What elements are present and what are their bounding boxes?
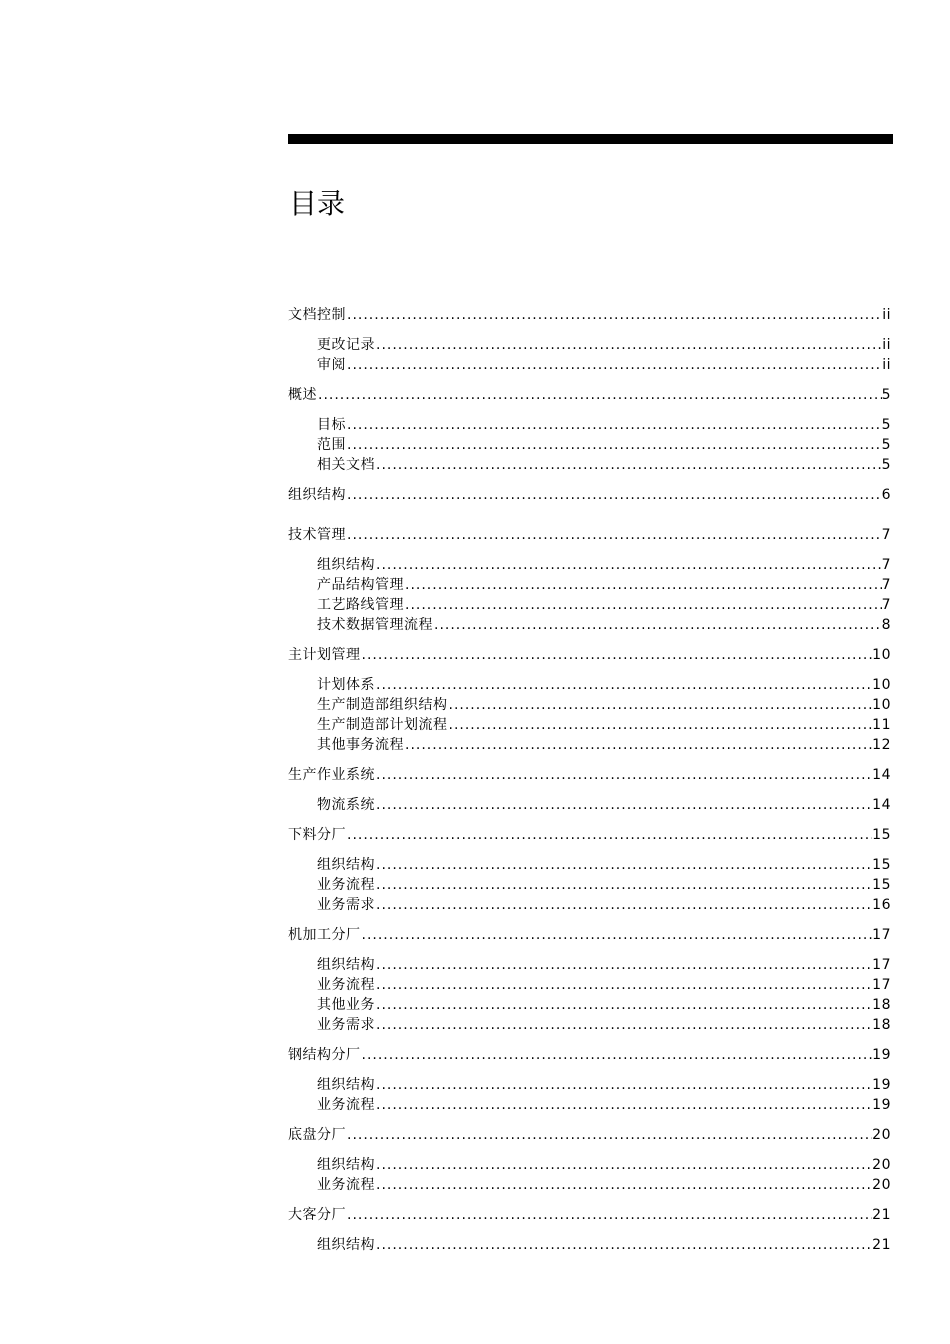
toc-entry-page-number: 10 [872,697,891,713]
toc-entry-page-number: 10 [872,677,891,693]
toc-entry-page-number: 6 [881,487,891,503]
toc-dot-leader [346,435,882,455]
toc-entry-page-number: 7 [881,597,891,613]
toc-entry[interactable] [288,615,891,635]
toc-entry-page-number: 19 [872,1047,891,1063]
toc-entry-page-number: 7 [881,557,891,573]
toc-dot-leader [404,595,882,615]
toc-entry[interactable] [288,645,891,665]
toc-entry-label: 生产制造部组织结构 [317,697,448,713]
toc-entry[interactable] [288,765,891,785]
toc-entry[interactable] [288,595,891,615]
toc-entry[interactable] [288,485,891,505]
toc-entry-label: 钢结构分厂 [288,1047,361,1063]
toc-entry-page-number: 5 [881,387,891,403]
toc-entry-page-number: 5 [881,457,891,473]
toc-entry-page-number: 20 [872,1127,891,1143]
toc-entry[interactable] [288,955,891,975]
toc-dot-leader [375,895,872,915]
toc-dot-leader [375,1015,872,1035]
toc-entry-label: 其他业务 [317,997,375,1013]
toc-entry-label: 业务流程 [317,1097,375,1113]
toc-dot-leader [346,1125,872,1145]
toc-entry-label: 范围 [317,437,346,453]
table-of-contents [288,305,891,1255]
toc-entry-label: 目标 [317,417,346,433]
toc-entry-label: 主计划管理 [288,647,361,663]
toc-entry-page-number: 11 [872,717,891,733]
toc-dot-leader [404,575,882,595]
toc-entry[interactable] [288,1205,891,1225]
toc-entry-label: 组织结构 [317,957,375,973]
toc-entry[interactable] [288,795,891,815]
toc-entry-label: 工艺路线管理 [317,597,404,613]
toc-entry-page-number: 16 [872,897,891,913]
toc-entry-label: 技术管理 [288,527,346,543]
toc-entry[interactable] [288,385,891,405]
toc-entry-page-number: 10 [872,647,891,663]
toc-entry-label: 生产制造部计划流程 [317,717,448,733]
toc-entry-page-number: 20 [872,1157,891,1173]
toc-dot-leader [346,825,872,845]
toc-dot-leader [375,795,872,815]
toc-dot-leader [375,765,872,785]
toc-entry-label: 审阅 [317,357,346,373]
toc-entry[interactable] [288,1235,891,1255]
toc-entry[interactable] [288,975,891,995]
toc-dot-leader [375,555,882,575]
toc-entry-page-number: 15 [872,857,891,873]
toc-entry[interactable] [288,1075,891,1095]
toc-entry-page-number: ii [882,357,891,373]
toc-entry[interactable] [288,715,891,735]
toc-entry-label: 业务流程 [317,977,375,993]
toc-entry-label: 业务需求 [317,897,375,913]
toc-entry[interactable] [288,995,891,1015]
toc-entry[interactable] [288,735,891,755]
toc-entry-label: 大客分厂 [288,1207,346,1223]
toc-entry[interactable] [288,435,891,455]
toc-dot-leader [317,385,882,405]
toc-entry-label: 业务流程 [317,877,375,893]
toc-entry[interactable] [288,305,891,325]
toc-entry[interactable] [288,675,891,695]
toc-dot-leader [375,1095,872,1115]
toc-entry[interactable] [288,1155,891,1175]
toc-dot-leader [375,955,872,975]
toc-dot-leader [375,875,872,895]
toc-entry-page-number: ii [882,307,891,323]
toc-entry-page-number: 19 [872,1077,891,1093]
toc-entry-label: 组织结构 [317,1077,375,1093]
toc-entry-label: 下料分厂 [288,827,346,843]
toc-entry-label: 技术数据管理流程 [317,617,433,633]
toc-dot-leader [361,645,873,665]
toc-dot-leader [375,1175,872,1195]
toc-entry-label: 文档控制 [288,307,346,323]
toc-dot-leader [346,305,882,325]
toc-entry[interactable] [288,1095,891,1115]
toc-entry[interactable] [288,1015,891,1035]
toc-dot-leader [375,455,882,475]
toc-entry-page-number: 21 [872,1207,891,1223]
toc-entry[interactable] [288,555,891,575]
toc-entry-label: 物流系统 [317,797,375,813]
toc-dot-leader [375,975,872,995]
toc-entry-page-number: 19 [872,1097,891,1113]
toc-entry[interactable] [288,825,891,845]
toc-entry-page-number: 17 [872,977,891,993]
toc-entry-label: 更改记录 [317,337,375,353]
title-rule [288,134,893,144]
toc-entry-page-number: 8 [881,617,891,633]
toc-entry-page-number: 18 [872,1017,891,1033]
toc-entry-page-number: 21 [872,1237,891,1253]
toc-dot-leader [375,1235,872,1255]
toc-entry[interactable] [288,415,891,435]
toc-dot-leader [361,925,873,945]
toc-entry-label: 机加工分厂 [288,927,361,943]
toc-entry-label: 底盘分厂 [288,1127,346,1143]
toc-entry[interactable] [288,855,891,875]
toc-entry-page-number: 17 [872,927,891,943]
toc-dot-leader [346,355,882,375]
toc-dot-leader [404,735,872,755]
toc-dot-leader [448,715,873,735]
toc-entry-page-number: 15 [872,827,891,843]
toc-dot-leader [448,695,873,715]
toc-entry-page-number: 14 [872,797,891,813]
toc-dot-leader [375,995,872,1015]
toc-dot-leader [346,415,882,435]
toc-entry[interactable] [288,1125,891,1145]
toc-entry-label: 组织结构 [317,557,375,573]
toc-entry-page-number: 5 [881,417,891,433]
toc-entry-label: 概述 [288,387,317,403]
toc-entry-page-number: 18 [872,997,891,1013]
toc-entry[interactable] [288,875,891,895]
toc-entry[interactable] [288,895,891,915]
toc-entry-label: 业务需求 [317,1017,375,1033]
toc-dot-leader [375,1155,872,1175]
toc-dot-leader [346,525,882,545]
toc-dot-leader [346,485,882,505]
toc-entry[interactable] [288,925,891,945]
toc-entry[interactable] [288,1175,891,1195]
toc-entry[interactable] [288,1045,891,1065]
toc-entry-page-number: 15 [872,877,891,893]
toc-entry[interactable] [288,525,891,545]
toc-dot-leader [346,1205,872,1225]
toc-entry-label: 组织结构 [317,1237,375,1253]
toc-entry-label: 其他事务流程 [317,737,404,753]
toc-dot-leader [375,335,882,355]
toc-dot-leader [433,615,882,635]
toc-entry[interactable] [288,455,891,475]
toc-entry-page-number: 17 [872,957,891,973]
toc-entry-page-number: 12 [872,737,891,753]
toc-entry-page-number: 7 [881,527,891,543]
toc-dot-leader [375,1075,872,1095]
toc-entry-label: 组织结构 [288,487,346,503]
toc-entry-label: 业务流程 [317,1177,375,1193]
toc-entry-label: 计划体系 [317,677,375,693]
toc-entry-label: 组织结构 [317,857,375,873]
toc-entry-label: 组织结构 [317,1157,375,1173]
toc-heading: 目录 [289,187,346,220]
toc-entry-page-number: 14 [872,767,891,783]
toc-dot-leader [361,1045,873,1065]
toc-entry[interactable] [288,695,891,715]
toc-entry-page-number: ii [882,337,891,353]
toc-entry[interactable] [288,355,891,375]
toc-entry[interactable] [288,335,891,355]
toc-entry-page-number: 5 [881,437,891,453]
toc-dot-leader [375,855,872,875]
toc-dot-leader [375,675,872,695]
toc-entry[interactable] [288,575,891,595]
toc-entry-label: 相关文档 [317,457,375,473]
toc-entry-label: 生产作业系统 [288,767,375,783]
toc-entry-label: 产品结构管理 [317,577,404,593]
toc-entry-page-number: 20 [872,1177,891,1193]
toc-entry-page-number: 7 [881,577,891,593]
